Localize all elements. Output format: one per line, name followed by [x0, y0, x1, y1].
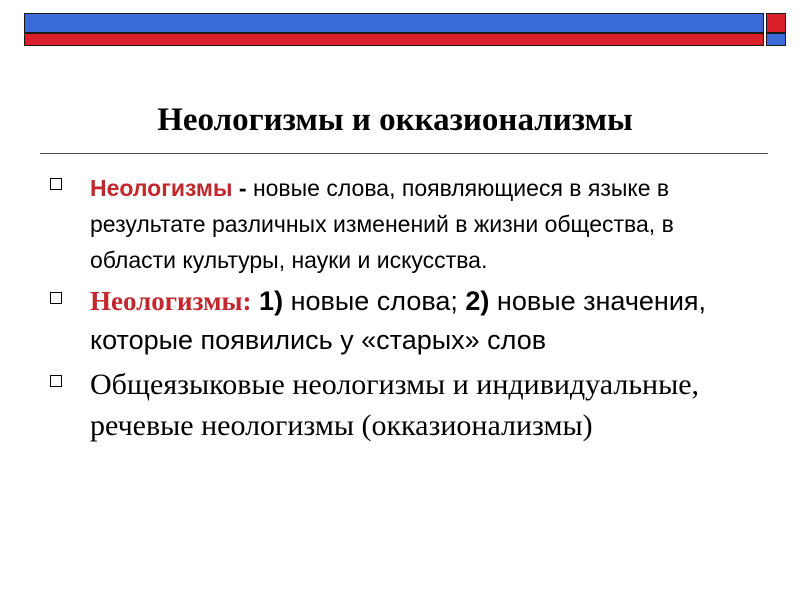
- type-new-words: новые слова;: [283, 286, 466, 316]
- bullet-list: [48, 170, 760, 446]
- type-new-meanings: новые значения, которые появились у «старых» слов: [90, 286, 707, 355]
- corner-square-blue: [766, 33, 786, 46]
- definition-dash: -: [232, 175, 253, 201]
- term-neologisms: Неологизмы: [90, 175, 233, 201]
- square-bullet-icon: [50, 292, 62, 304]
- slide-title: Неологизмы и окказионализмы: [157, 102, 633, 138]
- title-divider: [40, 153, 768, 154]
- occasionalisms-text: Общеязыковые неологизмы и индивидуальные, речевые неологизмы (окказионализмы): [90, 368, 700, 442]
- square-bullet-icon: [50, 178, 62, 190]
- term-neologisms-colon: Неологизмы:: [90, 286, 252, 316]
- square-bullet-icon: [50, 375, 62, 387]
- list-number-1: 1): [259, 286, 284, 316]
- list-number-2: 2): [465, 286, 490, 316]
- header-bar-red: [24, 33, 764, 46]
- bullet-item-occasionalisms: [48, 364, 760, 446]
- corner-square-red: [766, 13, 786, 33]
- definition-text: новые слова, появляющиеся в языке в результате различных изменений в жизни общества, в области культуры, науки и искусства.: [90, 175, 674, 273]
- bullet-item-types: [48, 282, 760, 360]
- bullet-item-definition: [48, 170, 760, 278]
- header-bar-blue: [24, 13, 764, 33]
